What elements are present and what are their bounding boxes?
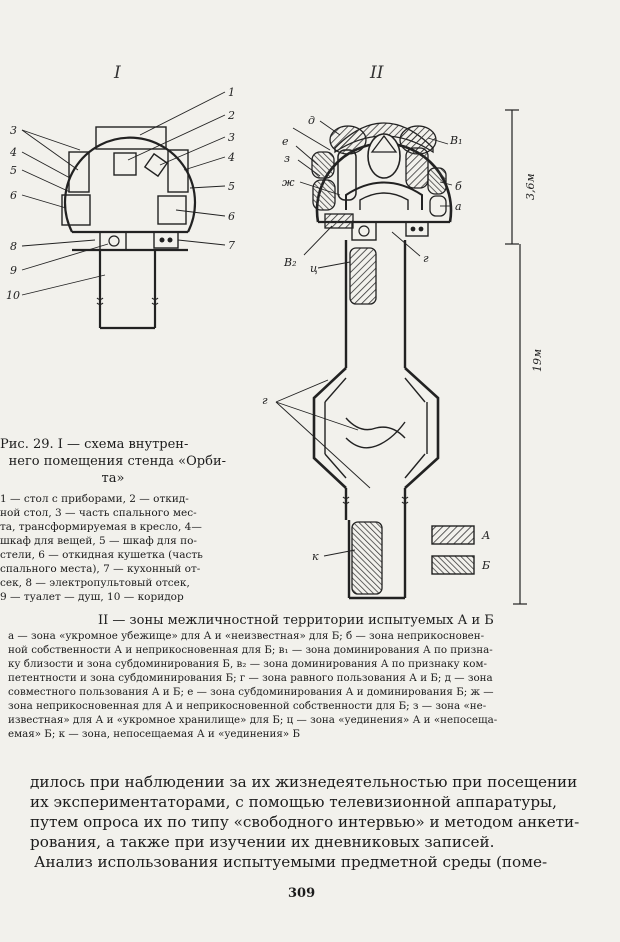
dim-large-label: 19м [531, 348, 544, 372]
label-i-7: 7 [228, 239, 235, 252]
scheme-i-label: I [114, 63, 121, 83]
label-i-3r: 3 [228, 131, 235, 144]
label-i-4l: 4 [10, 146, 17, 159]
label-ii-zh: ж [282, 176, 295, 189]
scheme-i [22, 63, 225, 328]
label-ii-ts: ц [310, 262, 318, 275]
caption-legend-line: 1 — стол с приборами, 2 — откид- [0, 493, 189, 505]
legend-b-label: Б [482, 559, 491, 572]
body-text [30, 772, 590, 872]
label-i-5r: 5 [228, 180, 235, 193]
label-i-10: 10 [6, 289, 20, 302]
scheme-ii-label: II [370, 63, 384, 83]
zones-legend-line: ку близости и зона субдоминирования Б, в₂ — зона доминирования А по признаку ком- [8, 658, 487, 670]
zones-legend-heading: II — зоны межличностной территории испытуемых А и Б [98, 613, 494, 628]
caption-title-line: него помещения стенда «Орби- [8, 454, 226, 469]
label-i-6r: 6 [228, 210, 235, 223]
caption-legend-line: стели, 6 — откидная кушетка (часть [0, 549, 203, 561]
label-ii-k: к [312, 550, 319, 563]
label-ii-z: з [284, 152, 290, 165]
caption-legend-line: спального места), 7 — кухонный от- [0, 563, 201, 575]
body-line: рования, а также при изучении их дневниковых записей. [30, 833, 495, 851]
scheme-i-labels [6, 86, 235, 302]
caption-legend-line: ной стол, 3 — часть спального мес- [0, 507, 197, 519]
caption-title-line: та» [101, 471, 125, 486]
body-line: их экспериментаторами, с помощью телевизионной аппаратуры, [30, 793, 557, 811]
zones-legend-line: совместного пользования А и Б; е — зона субдоминирования А и доминирования Б; ж — [8, 686, 494, 698]
figure-caption [0, 436, 226, 604]
zones-legend [8, 612, 604, 741]
label-i-5l: 5 [10, 164, 17, 177]
caption-legend-line: шкаф для вещей, 5 — шкаф для по- [0, 535, 197, 547]
zones-legend-line: известная» для А и «укромное хранилище» для Б; ц — зона «уединения» А и «непосеща- [8, 714, 498, 726]
zones-legend-line: а — зона «укромное убежище» для А и «неизвестная» для Б; б — зона неприкосновен- [8, 630, 485, 642]
label-i-6l: 6 [10, 189, 17, 202]
label-i-9: 9 [10, 264, 17, 277]
label-i-4r: 4 [228, 151, 235, 164]
zones-legend-line: зона неприкосновенная для А и неприкосновенной собственности для Б; з — зона «не- [8, 700, 487, 712]
body-line: Анализ использования испытуемыми предметной среды (поме- [34, 853, 548, 871]
legend-a-label: А [482, 529, 491, 542]
caption-title-line: Рис. 29. I — схема внутрен- [0, 437, 189, 452]
label-i-8: 8 [10, 240, 17, 253]
label-ii-e: е [282, 135, 289, 148]
scheme-ii [276, 63, 527, 604]
caption-legend-line: та, трансформируемая в кресло, 4— [0, 521, 202, 533]
label-i-2: 2 [228, 109, 235, 122]
label-ii-a: а [455, 200, 462, 213]
caption-legend-line: сек, 8 — электропультовый отсек, [0, 577, 190, 589]
body-line: путем опроса их по типу «свободного интервью» и методом анкети- [30, 813, 580, 831]
label-ii-v1: В₁ [450, 134, 463, 147]
label-ii-b: б [455, 180, 462, 193]
body-line: дилось при наблюдении за их жизнедеятельностью при посещении [30, 773, 578, 791]
label-ii-d: д [308, 114, 315, 127]
zones-legend-line: ной собственности А и неприкосновенная для Б; в₁ — зона доминирования А по призна- [8, 644, 493, 656]
label-i-3l: 3 [10, 124, 17, 137]
label-ii-g-top: г [423, 252, 429, 265]
label-ii-g-mid: г [262, 394, 268, 407]
page-number: 309 [288, 886, 316, 901]
label-ii-v2: В₂ [284, 256, 297, 269]
dim-small-label: 3,6м [524, 173, 537, 200]
label-i-1: 1 [228, 86, 235, 99]
caption-legend-line: 9 — туалет — душ, 10 — коридор [0, 591, 184, 603]
zones-legend-line: петентности и зона субдоминирования Б; г — зона равного пользования А и Б; д — зона [8, 672, 493, 684]
zones-legend-line: емая» Б; к — зона, непосещаемая А и «уединения» Б [8, 728, 301, 740]
